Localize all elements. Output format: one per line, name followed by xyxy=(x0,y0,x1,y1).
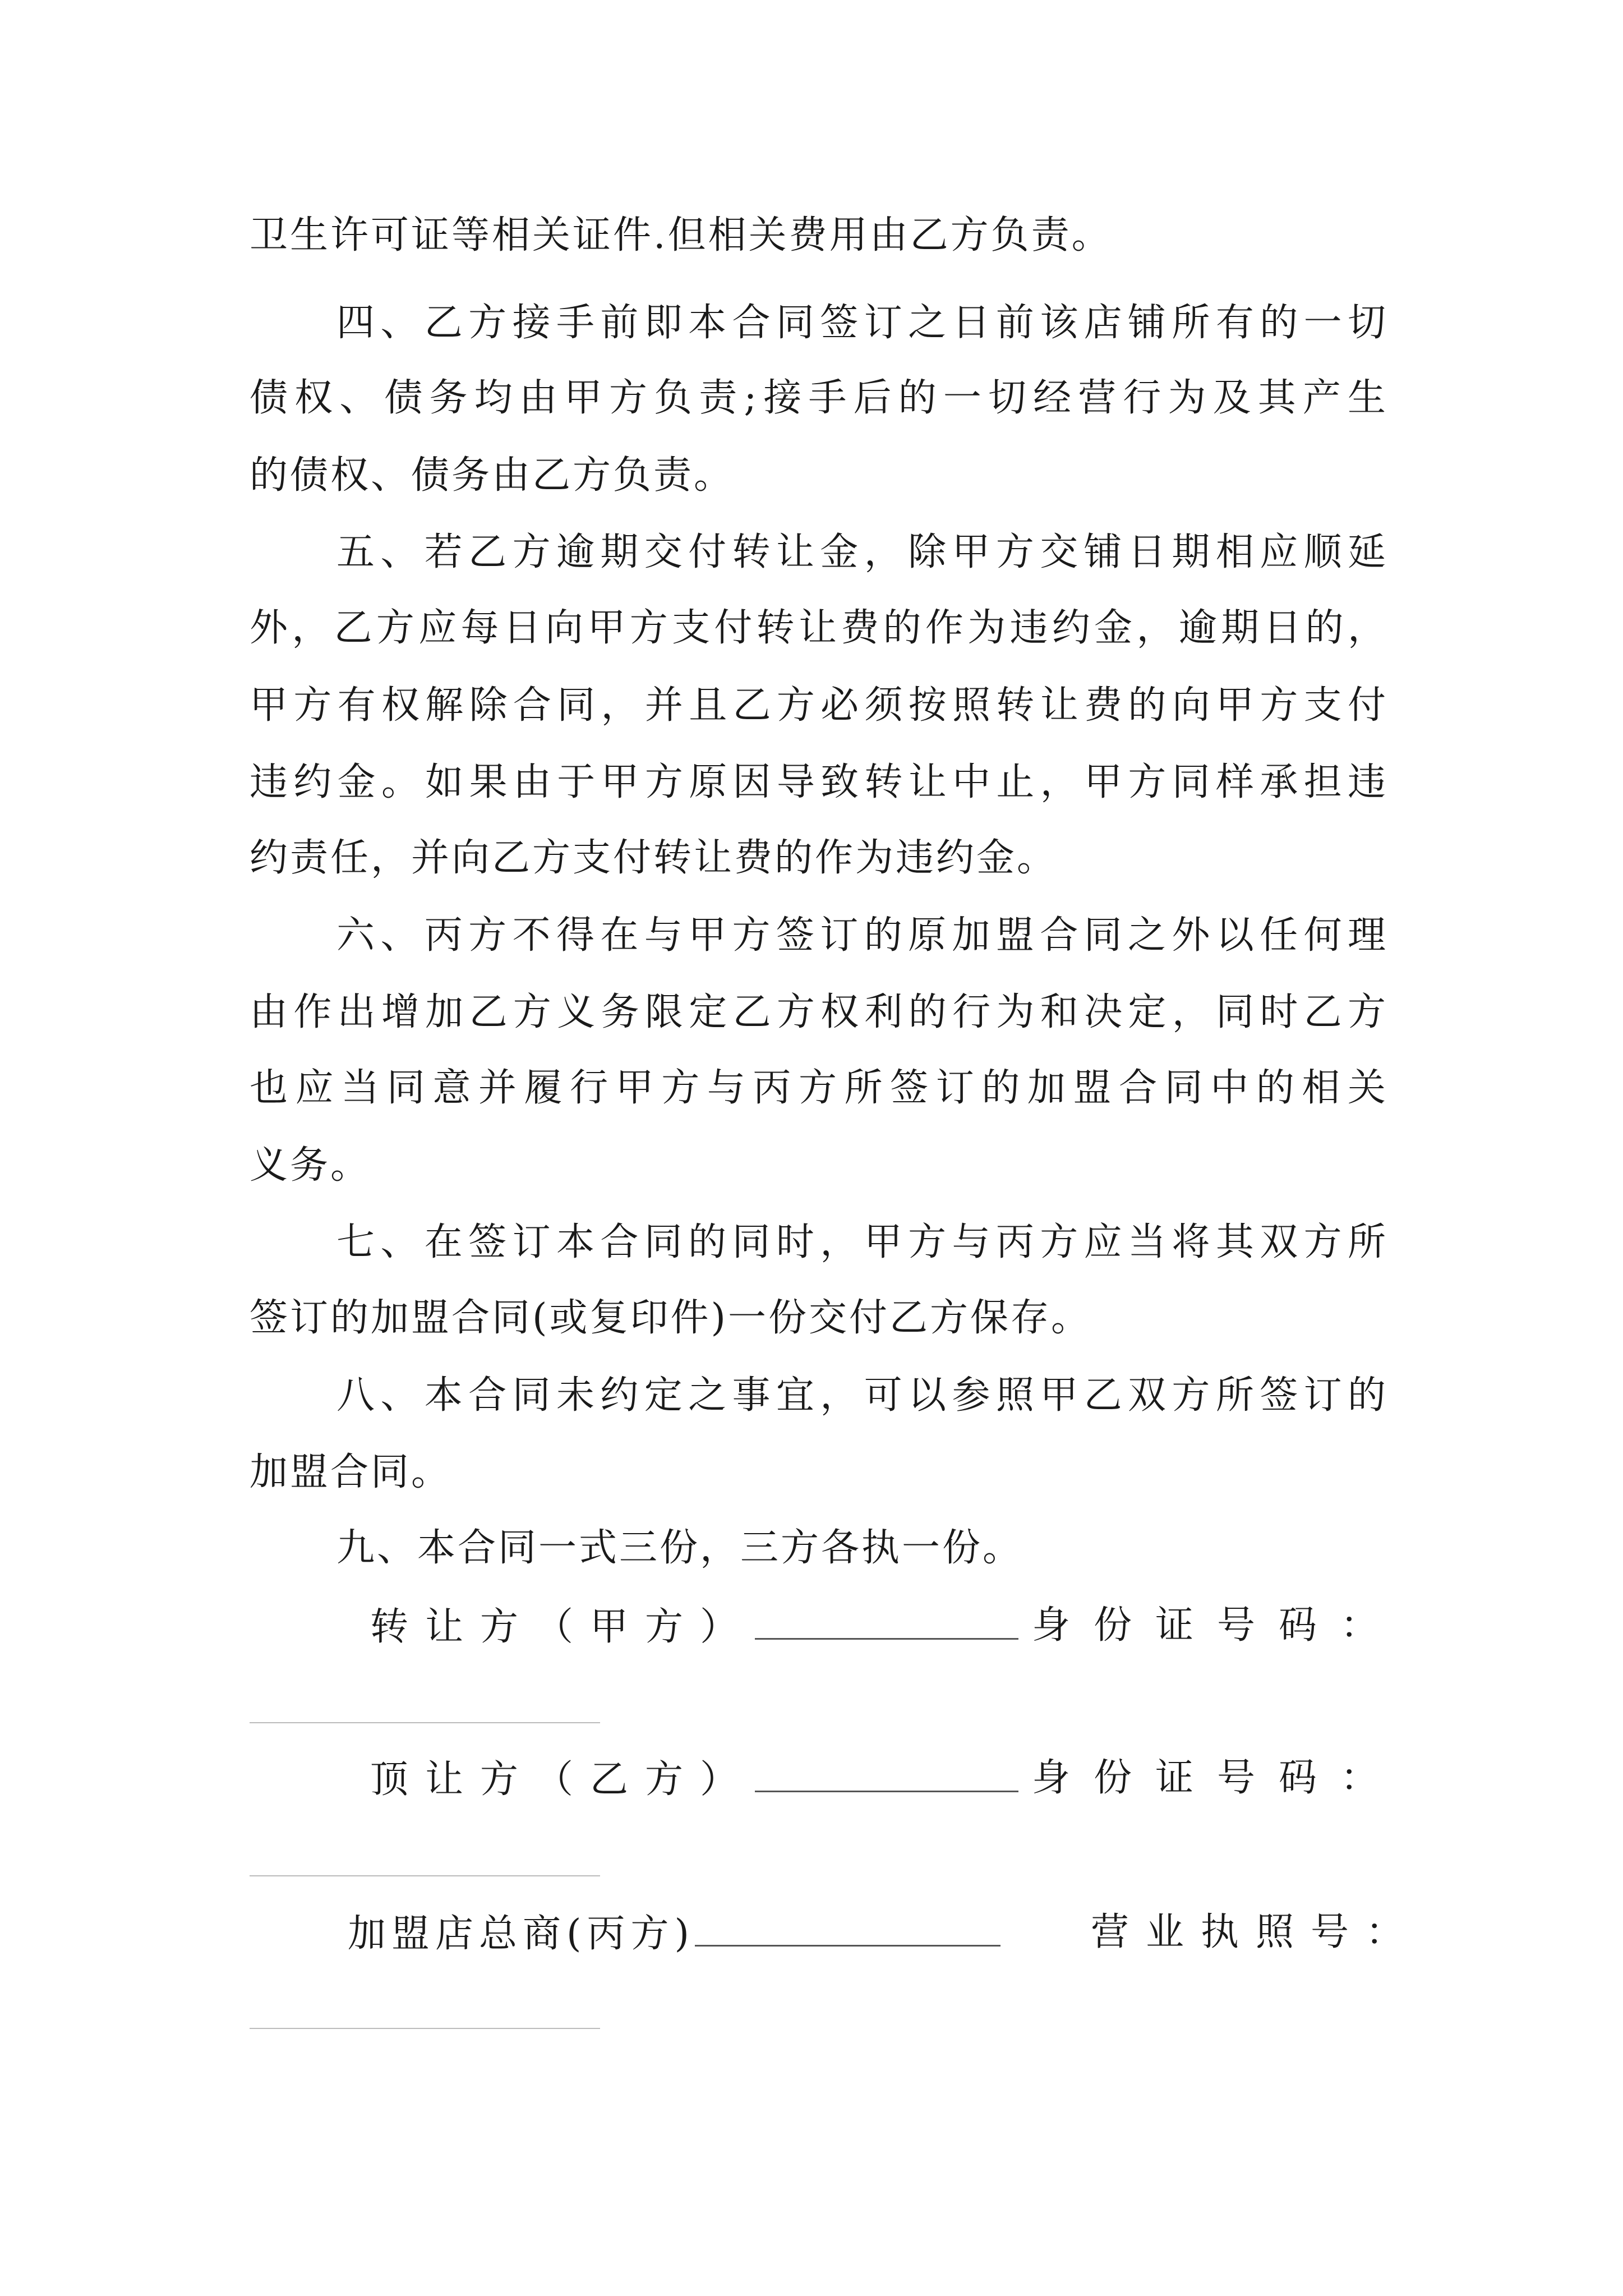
clause-8-line: 八、本合同未约定之事宜，可以参照甲乙双方所签订的 xyxy=(336,1373,1388,1418)
clause-7-line: 七、在签订本合同的同时，甲方与丙方应当将其双方所 xyxy=(336,1220,1388,1264)
party-a-label: 转让方（甲方） xyxy=(370,1605,755,1649)
party-a-signature-row xyxy=(370,1603,1018,1648)
party-a-id-label: 身份证号码： xyxy=(1032,1603,1403,1648)
text-line: 也应当同意并履行甲方与丙方所签订的加盟合同中的相关 xyxy=(250,1066,1388,1110)
text-line: 违约金。如果由于甲方原因导致转让中止，甲方同样承担违 xyxy=(250,760,1388,804)
text-line: 由作出增加乙方义务限定乙方权利的行为和决定，同时乙方 xyxy=(250,990,1388,1034)
text-line: 签订的加盟合同(或复印件)一份交付乙方保存。 xyxy=(250,1296,1092,1340)
text-line: 的债权、债务由乙方负责。 xyxy=(250,453,735,498)
text-line: 债权、债务均由甲方负责;接手后的一切经营行为及其产生 xyxy=(250,376,1388,420)
party-b-signature-row xyxy=(370,1756,1018,1801)
party-c-signature-blank[interactable] xyxy=(695,1910,1000,1947)
party-a-id-blank[interactable] xyxy=(250,1722,600,1723)
text-line: 外，乙方应每日向甲方支付转让费的作为违约金，逾期日的， xyxy=(250,606,1388,650)
party-c-license-label: 营业执照号： xyxy=(1091,1910,1421,1954)
text-line: 加盟合同。 xyxy=(250,1450,452,1494)
text-line: 义务。 xyxy=(250,1143,371,1188)
clause-9-line: 九、本合同一式三份，三方各执一份。 xyxy=(336,1526,1023,1570)
party-b-id-label: 身份证号码： xyxy=(1032,1756,1403,1800)
party-b-signature-blank[interactable] xyxy=(755,1756,1018,1792)
party-c-label: 加盟店总商(丙方) xyxy=(348,1912,695,1956)
party-c-license-blank[interactable] xyxy=(250,2028,600,2029)
clause-4-line: 四、乙方接手前即本合同签订之日前该店铺所有的一切 xyxy=(336,301,1388,345)
clause-6-line: 六、丙方不得在与甲方签订的原加盟合同之外以任何理 xyxy=(336,913,1388,958)
text-line: 卫生许可证等相关证件.但相关费用由乙方负责。 xyxy=(250,213,1112,257)
text-line: 约责任，并向乙方支付转让费的作为违约金。 xyxy=(250,836,1058,880)
party-b-id-blank[interactable] xyxy=(250,1875,600,1876)
party-b-label: 顶让方（乙方） xyxy=(370,1757,755,1802)
party-a-signature-blank[interactable] xyxy=(755,1603,1018,1640)
clause-5-line: 五、若乙方逾期交付转让金，除甲方交铺日期相应顺延 xyxy=(336,530,1388,574)
text-line: 甲方有权解除合同，并且乙方必须按照转让费的向甲方支付 xyxy=(250,683,1388,728)
party-c-signature-row xyxy=(348,1910,1000,1955)
